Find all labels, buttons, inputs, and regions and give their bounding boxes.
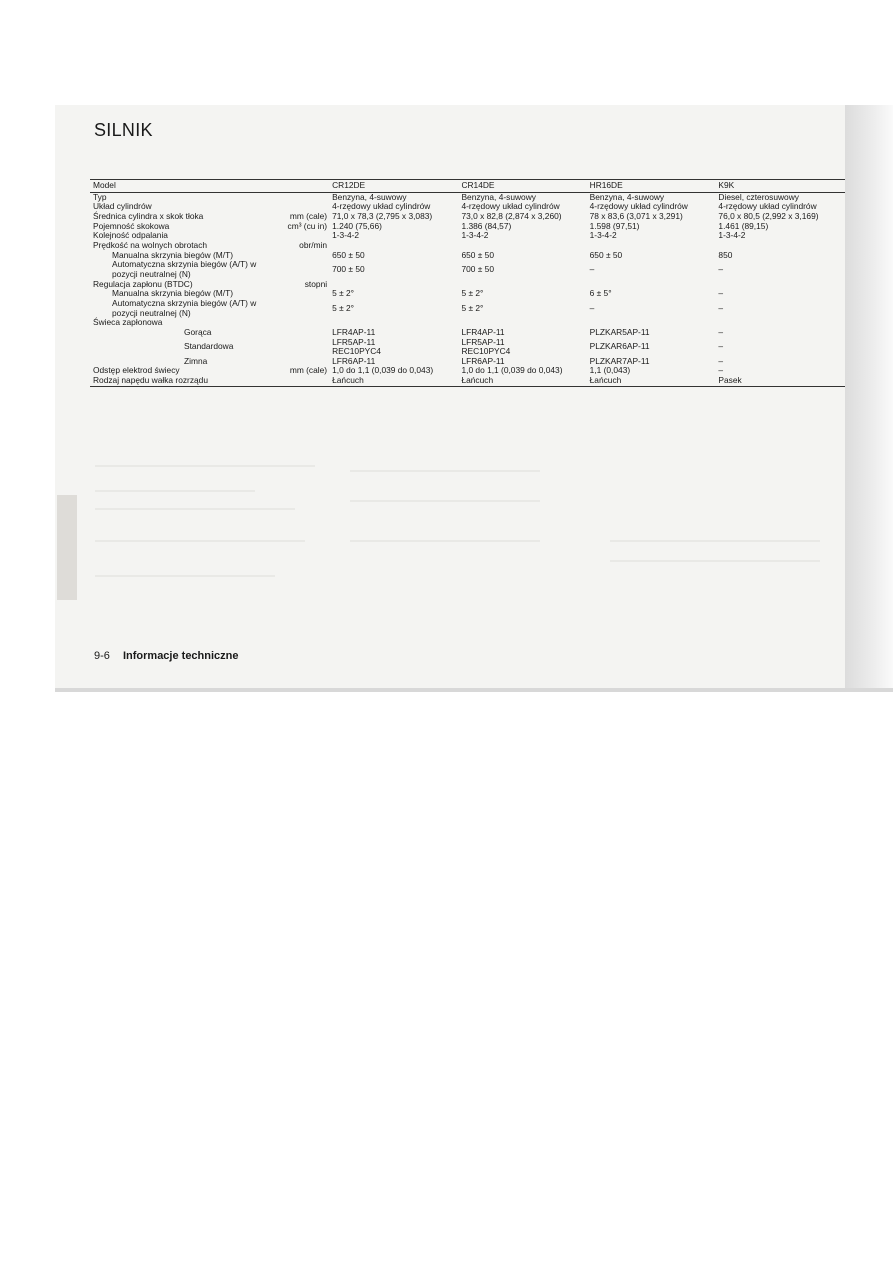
- bleed-line: [350, 470, 540, 472]
- row-label-text: Gorąca: [184, 326, 212, 337]
- cell-value-text-line2: REC10PYC4: [332, 346, 381, 357]
- cell-value-text: –: [718, 341, 724, 352]
- cell-value-text: LFR4AP-11: [332, 326, 376, 337]
- cell-value-text: Benzyna, 4-suwowy: [589, 191, 665, 202]
- cell-value-text: –: [718, 326, 724, 337]
- cell-value-text: LFR4AP-11: [461, 326, 505, 337]
- cell-value-text: 5 ± 2°: [461, 302, 484, 313]
- row-unit: stopni: [304, 278, 328, 289]
- cell-value: [715, 251, 845, 261]
- bleed-line: [95, 508, 295, 510]
- header-engine-cr12de: CR12DE: [329, 180, 458, 193]
- cell-value-text: Benzyna, 4-suwowy: [332, 191, 407, 202]
- cell-value-text: 4-rzędowy układ cylindrów: [589, 201, 688, 212]
- row-label-text: Prędkość na wolnych obrotach: [93, 239, 208, 250]
- cell-value: [458, 231, 586, 241]
- cell-value-text: Benzyna, 4-suwowy: [461, 191, 536, 202]
- table-row: [90, 299, 845, 318]
- cell-value-text: PLZKAR6AP-11: [589, 341, 650, 352]
- cell-value: [458, 376, 586, 386]
- row-label-text: Typ: [93, 191, 107, 202]
- cell-value-text: LFR5AP-11: [461, 336, 505, 347]
- row-label: [90, 299, 329, 318]
- cell-value: [587, 338, 716, 357]
- bleed-line: [610, 560, 820, 562]
- cell-value-text: Łańcuch: [461, 375, 494, 386]
- cell-value-text: 1-3-4-2: [332, 230, 360, 241]
- cell-value-text: 4-rzędowy układ cylindrów: [718, 201, 817, 212]
- bleed-line: [95, 575, 275, 577]
- cell-value: [329, 260, 458, 279]
- cell-value: [458, 299, 586, 318]
- cell-value: [715, 357, 845, 367]
- page-number: 9-6: [94, 650, 110, 662]
- cell-value-text: 6 ± 5°: [589, 288, 612, 299]
- cell-value: [587, 260, 716, 279]
- cell-value-text: 5 ± 2°: [332, 302, 355, 313]
- cell-value-text: 1-3-4-2: [461, 230, 489, 241]
- row-label-text: Zimna: [184, 355, 208, 366]
- header-model-label: Model: [90, 180, 329, 193]
- cell-value: [458, 289, 586, 299]
- cell-value: [329, 289, 458, 299]
- cell-value-text: –: [718, 302, 724, 313]
- cell-value-text: Pasek: [718, 375, 742, 386]
- row-unit: mm (cale): [289, 365, 328, 376]
- cell-value-text: 4-rzędowy układ cylindrów: [332, 201, 431, 212]
- row-label-text: Regulacja zapłonu (BTDC): [93, 278, 193, 289]
- cell-value-text: –: [718, 264, 724, 275]
- bleed-line: [610, 540, 820, 542]
- cell-value-text-line2: REC10PYC4: [461, 346, 511, 357]
- cell-value: [329, 299, 458, 318]
- cell-value-text: 650 ± 50: [332, 249, 365, 260]
- cell-value: [715, 241, 845, 251]
- cell-value: [329, 338, 458, 357]
- cell-value: [458, 338, 586, 357]
- row-label: [90, 260, 329, 279]
- cell-value: [715, 299, 845, 318]
- cell-value: [587, 376, 716, 386]
- cell-value-text: 1.240 (75,66): [332, 220, 382, 231]
- cell-value: [587, 231, 716, 241]
- engine-spec-table: [90, 179, 845, 387]
- cell-value: [715, 376, 845, 386]
- row-label-text: Manualna skrzynia biegów (M/T): [112, 288, 234, 299]
- bleed-line: [350, 540, 540, 542]
- cell-value-text: 650 ± 50: [461, 249, 494, 260]
- bleed-line: [95, 490, 255, 492]
- row-unit: cm³ (cu in): [287, 220, 328, 231]
- row-label: [90, 376, 329, 386]
- cell-value: [715, 338, 845, 357]
- bleed-line: [95, 540, 305, 542]
- cell-value: [587, 299, 716, 318]
- header-engine-hr16de: HR16DE: [587, 180, 716, 193]
- cell-value-text: 650 ± 50: [589, 249, 623, 260]
- table-row: [90, 376, 845, 386]
- page-edge: [55, 688, 893, 692]
- row-label-text: Kolejność odpalania: [93, 230, 168, 241]
- side-tab-marker: [57, 495, 77, 600]
- bleed-line: [95, 465, 315, 467]
- cell-value: [329, 251, 458, 261]
- cell-value-text: Łańcuch: [332, 375, 364, 386]
- cell-value: [458, 260, 586, 279]
- cell-value-text: 1,0 do 1,1 (0,039 do 0,043): [461, 365, 563, 376]
- cell-value-text: –: [718, 288, 724, 299]
- cell-value-text: 1,1 (0,043): [589, 365, 631, 376]
- cell-value-text: Diesel, czterosuwowy: [718, 191, 799, 202]
- table-row: [90, 260, 845, 279]
- cell-value: [587, 251, 716, 261]
- cell-value-text: PLZKAR5AP-11: [589, 326, 650, 337]
- row-label: [90, 328, 329, 338]
- cell-value-text: –: [718, 365, 724, 376]
- cell-value-text: Łańcuch: [589, 375, 622, 386]
- cell-value-text: 73,0 x 82,8 (2,874 x 3,260): [461, 210, 562, 221]
- row-label-text: Układ cylindrów: [93, 201, 152, 212]
- cell-value: [715, 260, 845, 279]
- page-shadow: [845, 105, 893, 690]
- row-label-text: Automatyczna skrzynia biegów (A/T) w: [112, 297, 257, 308]
- row-label-text-line2: pozycji neutralnej (N): [112, 268, 191, 279]
- cell-value-text: –: [718, 355, 724, 366]
- cell-value-text: 700 ± 50: [461, 264, 494, 275]
- cell-value-text: 1.598 (97,51): [589, 220, 640, 231]
- cell-value: [587, 328, 716, 338]
- cell-value: [587, 289, 716, 299]
- cell-value-text: 76,0 x 80,5 (2,992 x 3,169): [718, 210, 819, 221]
- cell-value-text: PLZKAR7AP-11: [589, 355, 650, 366]
- row-label-text: Automatyczna skrzynia biegów (A/T) w: [112, 259, 257, 270]
- cell-value-text: 1.386 (84,57): [461, 220, 512, 231]
- cell-value-text: 1-3-4-2: [718, 230, 746, 241]
- cell-value: [329, 376, 458, 386]
- row-label-text: Manualna skrzynia biegów (M/T): [112, 249, 234, 260]
- cell-value-text: 78 x 83,6 (3,071 x 3,291): [589, 210, 683, 221]
- row-label-text: Średnica cylindra x skok tłoka: [93, 210, 204, 221]
- cell-value-text: 1.461 (89,15): [718, 220, 769, 231]
- cell-value-text: 71,0 x 78,3 (2,795 x 3,083): [332, 210, 433, 221]
- section-title: SILNIK: [94, 120, 153, 140]
- header-engine-cr14de: CR14DE: [458, 180, 586, 193]
- table-row: [90, 338, 845, 357]
- row-label-text: Pojemność skokowa: [93, 220, 170, 231]
- cell-value-text: 5 ± 2°: [332, 288, 355, 299]
- bleed-line: [350, 500, 540, 502]
- cell-value-text: 1-3-4-2: [589, 230, 617, 241]
- cell-value-text: LFR5AP-11: [332, 336, 376, 347]
- cell-value-text: –: [589, 302, 595, 313]
- cell-value-text: –: [589, 264, 595, 275]
- table-header-row: [90, 180, 845, 193]
- row-label-text: Standardowa: [184, 341, 234, 352]
- cell-value: [715, 328, 845, 338]
- footer-section-title: Informacje techniczne: [122, 650, 239, 662]
- row-label-text-line2: pozycji neutralnej (N): [112, 307, 191, 318]
- cell-value-text: LFR6AP-11: [332, 355, 376, 366]
- cell-value-text: 850: [718, 249, 733, 260]
- cell-value: [715, 280, 845, 290]
- page-footer: [94, 650, 239, 662]
- cell-value-text: 1,0 do 1,1 (0,039 do 0,043): [332, 365, 434, 376]
- row-label-text: Odstęp elektrod świecy: [93, 365, 180, 376]
- cell-value: [458, 251, 586, 261]
- cell-value: [715, 231, 845, 241]
- cell-value: [715, 318, 845, 328]
- cell-value-text: 4-rzędowy układ cylindrów: [461, 201, 560, 212]
- row-label: [90, 338, 329, 357]
- cell-value-text: LFR6AP-11: [461, 355, 505, 366]
- cell-value-text: 5 ± 2°: [461, 288, 484, 299]
- row-unit: mm (cale): [289, 210, 328, 221]
- cell-value: [715, 289, 845, 299]
- row-label-text: Świeca zapłonowa: [93, 317, 163, 328]
- row-unit: obr/min: [299, 239, 328, 250]
- header-engine-k9k: K9K: [715, 180, 845, 193]
- cell-value: [329, 231, 458, 241]
- cell-value-text: 700 ± 50: [332, 264, 365, 275]
- row-label-text: Rodzaj napędu wałka rozrządu: [93, 375, 208, 386]
